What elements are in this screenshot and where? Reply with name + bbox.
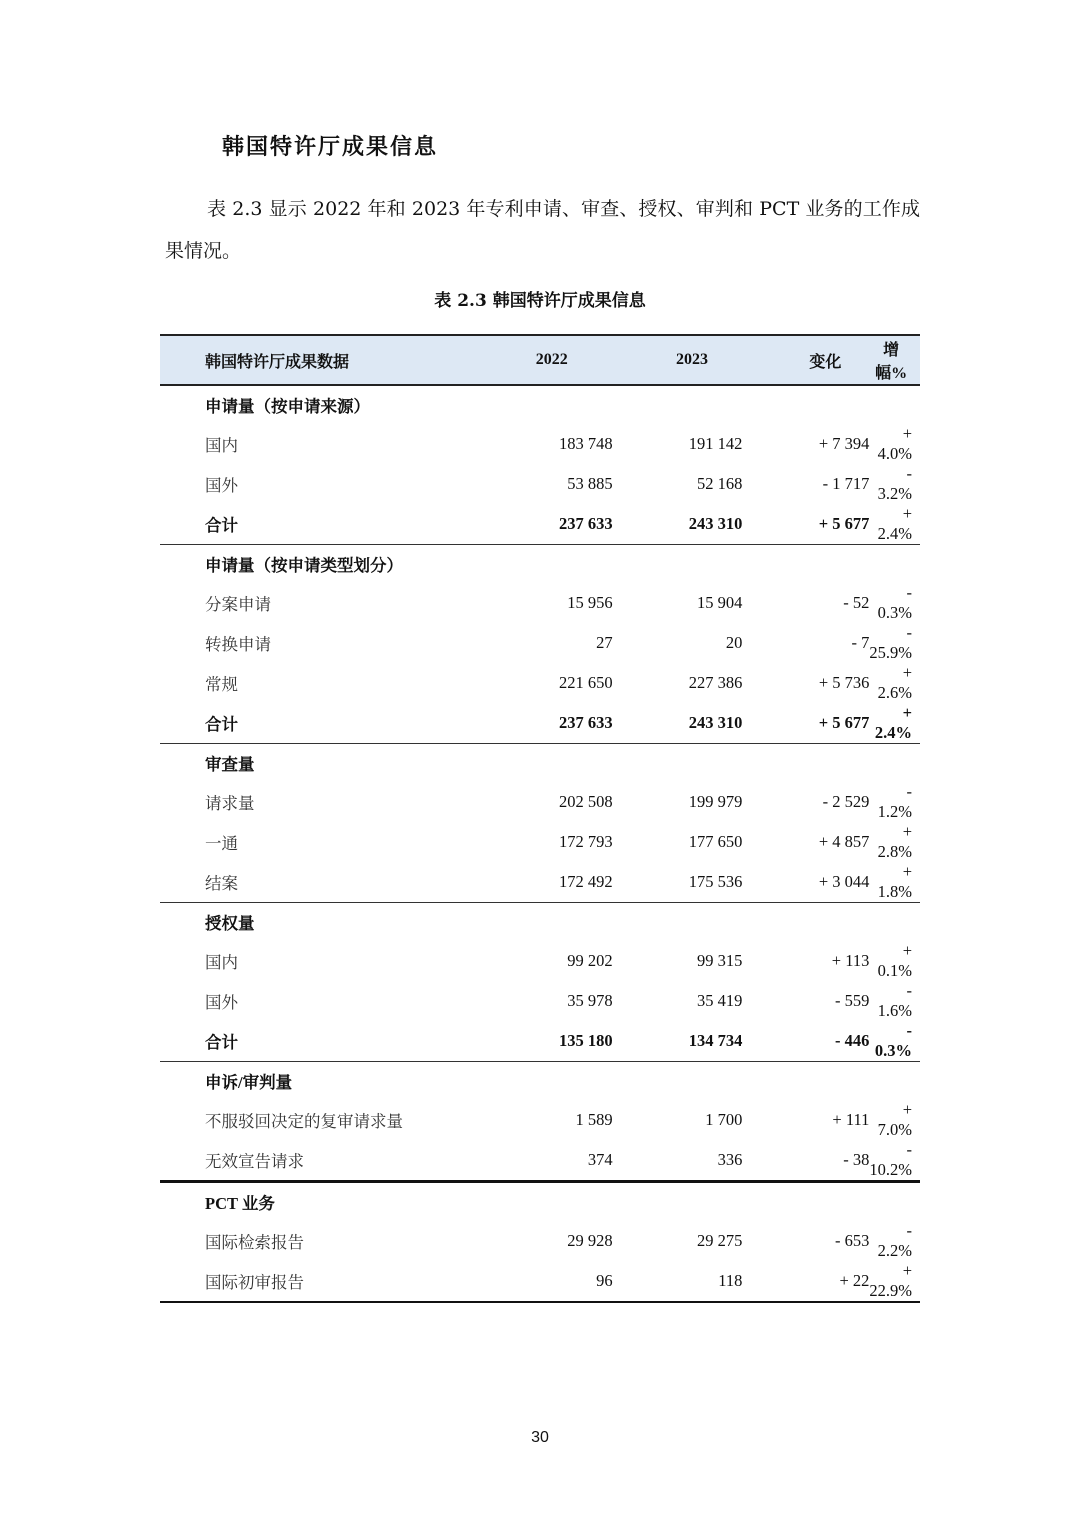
value-change: + 5 677: [818, 514, 870, 533]
row-label: 国际检索报告: [205, 1233, 304, 1252]
value-change: + 5 736: [818, 673, 870, 692]
value-change: - 52: [843, 593, 870, 612]
table-body: [160, 385, 920, 1302]
table-row: [160, 583, 920, 623]
value-2023: 191 142: [688, 434, 743, 453]
value-change: + 22: [742, 1261, 869, 1302]
value-2022: 29 928: [567, 1231, 613, 1250]
value-2023: 134 734: [688, 1031, 743, 1050]
row-label: 不服驳回决定的复审请求量: [205, 1112, 403, 1131]
section-title: 审查量: [160, 744, 920, 783]
value-2022: 96: [436, 1261, 613, 1302]
row-label: 请求量: [205, 794, 255, 813]
table-row: [160, 623, 920, 663]
section-title: 申请量（按申请类型划分）: [160, 545, 920, 584]
row-label: 常规: [205, 675, 238, 694]
section-row: [160, 903, 920, 942]
value-2022: 237 633: [559, 514, 613, 533]
table-row: [160, 424, 920, 464]
table-caption: 表 2.3 韩国特许厅成果信息: [434, 291, 646, 311]
value-2023: 1 700: [705, 1110, 743, 1129]
results-table: [160, 334, 920, 1303]
table-row: [160, 1100, 920, 1140]
row-label: 结案: [205, 874, 238, 893]
table-row: [160, 1140, 920, 1182]
header-category: 韩国特许厅成果数据: [205, 353, 350, 371]
value-change: - 7: [851, 633, 870, 652]
row-label: 国外: [205, 993, 238, 1012]
table-row: [160, 981, 920, 1021]
table-row: [160, 504, 920, 545]
section-row: [160, 1062, 920, 1101]
value-2022: 221 650: [559, 673, 613, 692]
row-label: 一通: [205, 834, 238, 853]
row-label: 无效宣告请求: [205, 1152, 304, 1171]
value-2022: 374: [587, 1150, 613, 1169]
section-row: [160, 385, 920, 424]
value-pct: - 0.3%: [877, 583, 912, 622]
value-2023: 52 168: [697, 474, 743, 493]
table-row: [160, 1261, 920, 1302]
value-2022: 27: [596, 633, 613, 652]
header-row: [160, 335, 920, 385]
row-label: 分案申请: [205, 595, 271, 614]
value-pct: + 2.4%: [877, 504, 912, 543]
value-change: - 38: [843, 1150, 870, 1169]
page-number: 30: [531, 1429, 549, 1446]
value-change: + 4 857: [818, 832, 870, 851]
value-2023: 243 310: [688, 514, 743, 533]
table-header: [160, 335, 920, 385]
value-pct: + 22.9%: [869, 1261, 920, 1302]
value-change: - 559: [835, 991, 870, 1010]
section-title: 申诉/审判量: [160, 1062, 920, 1101]
value-2023: 29 275: [697, 1231, 743, 1250]
row-label: 国外: [205, 476, 238, 495]
value-change: + 5 677: [818, 713, 870, 732]
row-label: 合计: [205, 1033, 238, 1052]
section-title: PCT 业务: [160, 1182, 920, 1222]
value-2023: 227 386: [688, 673, 743, 692]
value-2022: 237 633: [559, 713, 613, 732]
value-pct: + 1.8%: [877, 862, 912, 901]
value-2023: 99 315: [697, 951, 743, 970]
row-label: 国内: [205, 436, 238, 455]
value-pct: - 0.3%: [874, 1021, 912, 1060]
table-row: [160, 822, 920, 862]
value-2022: 183 748: [559, 434, 613, 453]
table-row: [160, 663, 920, 703]
value-pct: + 2.8%: [877, 822, 912, 861]
value-pct: + 2.6%: [877, 663, 912, 702]
value-change: + 113: [831, 951, 870, 970]
table-row: [160, 464, 920, 504]
table-row: [160, 941, 920, 981]
header-pct: 增幅%: [875, 342, 908, 382]
table-row: [160, 703, 920, 744]
value-change: - 653: [835, 1231, 870, 1250]
section-row: [160, 545, 920, 584]
value-2022: 172 492: [559, 872, 613, 891]
value-2023: 15 904: [697, 593, 743, 612]
table-row: [160, 862, 920, 903]
value-2022: 135 180: [559, 1031, 613, 1050]
table-row: [160, 1221, 920, 1261]
value-2023: 118: [613, 1261, 743, 1302]
header-2023: 2023: [676, 351, 709, 368]
header-change: 变化: [809, 353, 842, 371]
row-label: 合计: [205, 715, 238, 734]
value-pct: + 4.0%: [877, 424, 912, 463]
value-2022: 172 793: [559, 832, 613, 851]
value-pct: - 25.9%: [869, 623, 912, 662]
header-2022: 2022: [535, 351, 568, 368]
value-pct: - 2.2%: [877, 1221, 912, 1260]
section-title: 授权量: [160, 903, 920, 942]
section-heading: 韩国特许厅成果信息: [222, 134, 439, 160]
section-title: 申请量（按申请来源）: [205, 397, 370, 416]
value-2023: 243 310: [688, 713, 743, 732]
value-change: - 1 717: [822, 474, 870, 493]
value-2023: 336: [717, 1150, 743, 1169]
table-row: [160, 782, 920, 822]
value-2022: 15 956: [567, 593, 613, 612]
value-2023: 175 536: [688, 872, 743, 891]
section-row: [160, 1182, 920, 1222]
section-row: [160, 744, 920, 783]
value-2022: 35 978: [567, 991, 613, 1010]
value-2022: 1 589: [575, 1110, 613, 1129]
value-change: - 2 529: [822, 792, 870, 811]
value-pct: - 3.2%: [877, 464, 912, 503]
value-change: - 446: [835, 1031, 870, 1050]
row-label: 转换申请: [205, 635, 271, 654]
value-pct: - 10.2%: [869, 1140, 912, 1179]
value-change: + 3 044: [818, 872, 870, 891]
value-change: + 111: [832, 1110, 870, 1129]
body-paragraph: 表 2.3 显示 2022 年和 2023 年专利申请、审查、授权、审判和 PCT 业务的工作成果情况。: [165, 198, 920, 262]
table-row: [160, 1021, 920, 1062]
value-2022: 202 508: [559, 792, 613, 811]
value-change: + 7 394: [818, 434, 870, 453]
value-2022: 53 885: [567, 474, 613, 493]
value-pct: - 1.2%: [877, 782, 912, 821]
value-2022: 99 202: [567, 951, 613, 970]
row-label: 国际初审报告: [160, 1261, 436, 1302]
value-pct: + 0.1%: [877, 941, 912, 980]
value-2023: 199 979: [688, 792, 743, 811]
row-label: 合计: [205, 516, 238, 535]
value-2023: 35 419: [697, 991, 743, 1010]
value-2023: 177 650: [688, 832, 743, 851]
row-label: 国内: [205, 953, 238, 972]
value-pct: - 1.6%: [877, 981, 912, 1020]
value-pct: + 2.4%: [874, 703, 912, 742]
value-2023: 20: [725, 633, 743, 652]
value-pct: + 7.0%: [877, 1100, 912, 1139]
